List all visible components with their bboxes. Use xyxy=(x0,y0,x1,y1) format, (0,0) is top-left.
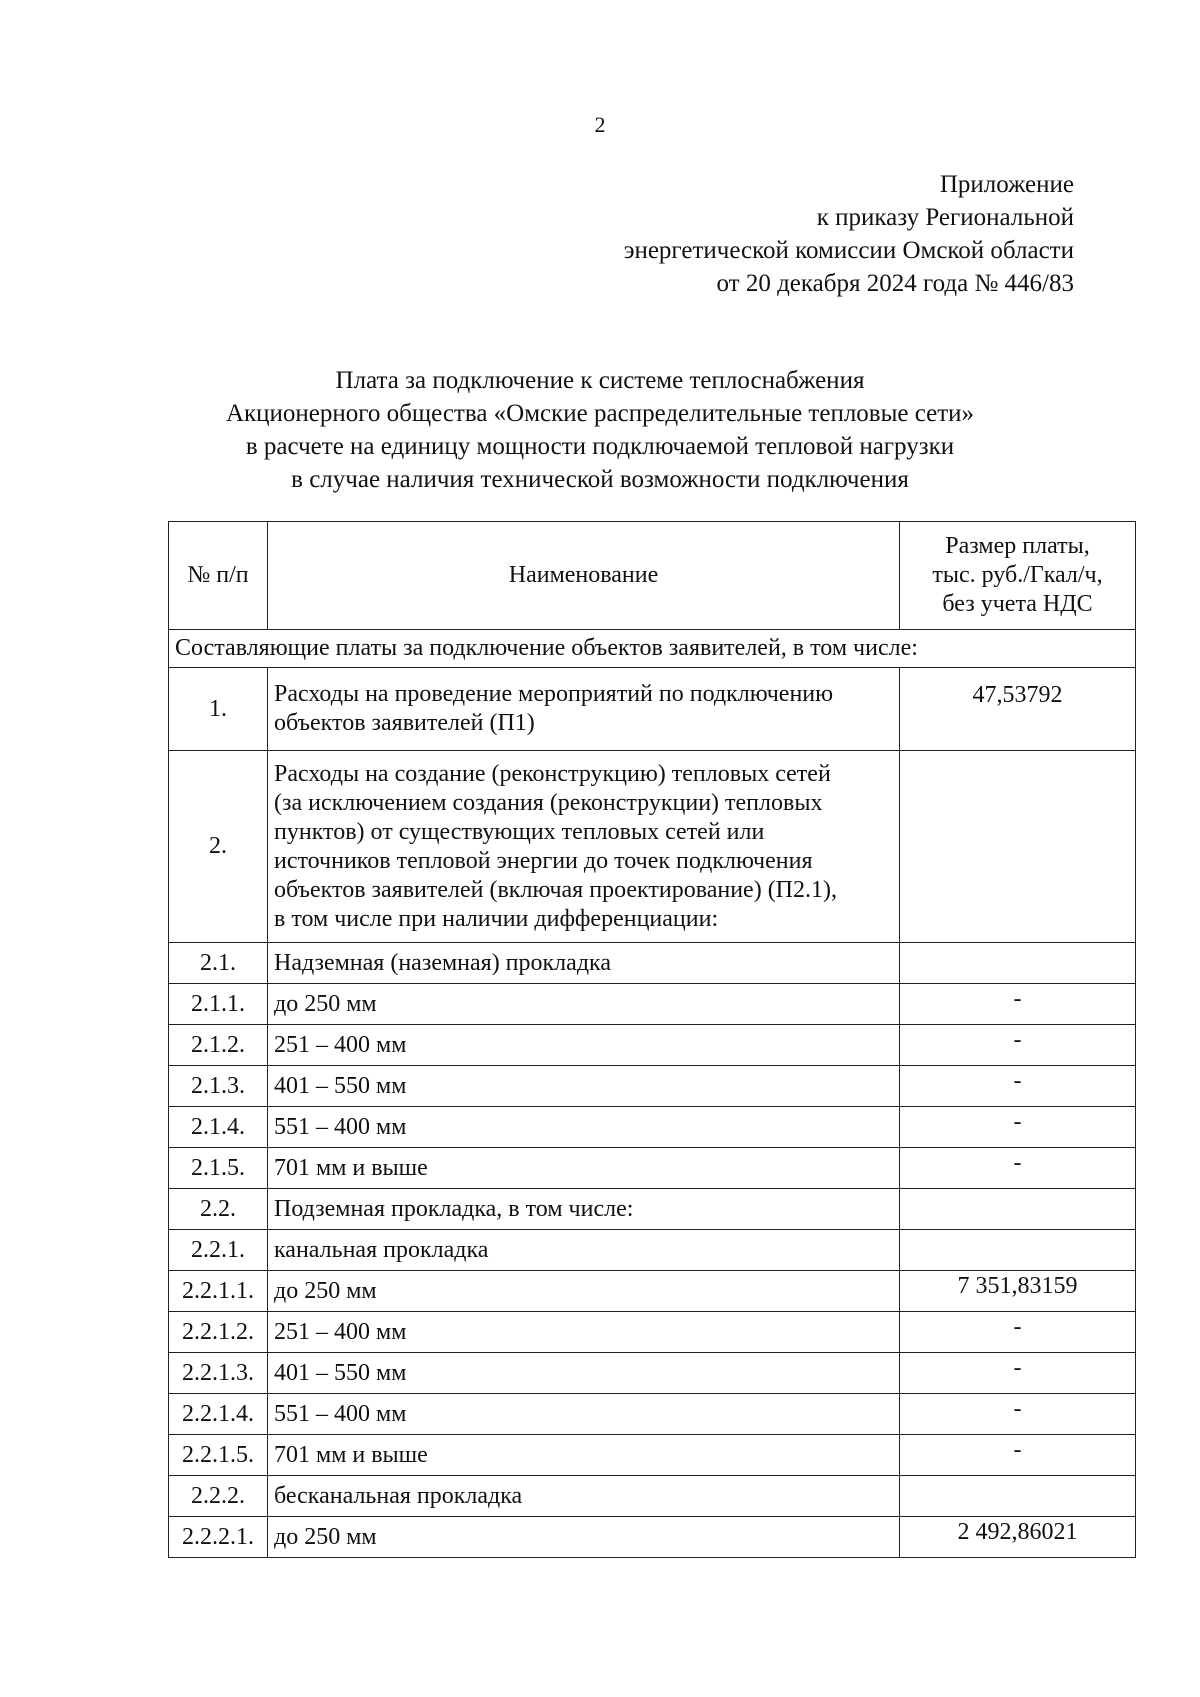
row-num: 2.2.2. xyxy=(169,1476,268,1517)
row-name: 551 – 400 мм xyxy=(268,1394,900,1435)
header-value-line: тыс. руб./Гкал/ч, xyxy=(932,562,1103,588)
row-value: - xyxy=(900,1353,1136,1394)
appendix-block xyxy=(624,168,1074,300)
row-num: 2.2.1.4. xyxy=(169,1394,268,1435)
row-name-line: объектов заявителей (П1) xyxy=(274,710,535,736)
table-row xyxy=(169,1353,1136,1394)
table-header-row xyxy=(169,522,1136,630)
table-row xyxy=(169,943,1136,984)
row-name xyxy=(268,751,900,943)
table-row xyxy=(169,984,1136,1025)
table-row xyxy=(169,1312,1136,1353)
row-name: 551 – 400 мм xyxy=(268,1107,900,1148)
row-num: 2.1. xyxy=(169,943,268,984)
row-name: Подземная прокладка, в том числе: xyxy=(268,1189,900,1230)
row-value: - xyxy=(900,1066,1136,1107)
row-value: - xyxy=(900,1107,1136,1148)
row-num: 2.1.3. xyxy=(169,1066,268,1107)
row-name-line: Расходы на создание (реконструкцию) тепловых сетей xyxy=(274,760,831,787)
row-name: бесканальная прокладка xyxy=(268,1476,900,1517)
table-row xyxy=(169,1476,1136,1517)
row-value: - xyxy=(900,1148,1136,1189)
header-value-line: Размер платы, xyxy=(945,533,1090,559)
title-line: Акционерного общества «Омские распределительные тепловые сети» xyxy=(225,400,975,427)
row-name: Надземная (наземная) прокладка xyxy=(268,943,900,984)
row-num: 1. xyxy=(169,668,268,751)
section-row xyxy=(169,630,1136,668)
row-value xyxy=(900,943,1136,984)
row-name-line: объектов заявителей (включая проектирование) (П2.1), xyxy=(274,876,838,903)
row-num: 2.2.1.1. xyxy=(169,1271,268,1312)
appendix-line: от 20 декабря 2024 года № 446/83 xyxy=(716,270,1074,297)
row-name-line: Расходы на проведение мероприятий по подключению xyxy=(274,681,834,707)
table-row xyxy=(169,1189,1136,1230)
table-row xyxy=(169,1394,1136,1435)
table-row xyxy=(169,1230,1136,1271)
header-name: Наименование xyxy=(268,522,900,630)
row-value xyxy=(900,1230,1136,1271)
row-value xyxy=(900,751,1136,943)
row-value xyxy=(900,1189,1136,1230)
fee-table xyxy=(168,521,1136,1558)
row-name: 401 – 550 мм xyxy=(268,1353,900,1394)
appendix-line: к приказу Региональной xyxy=(816,204,1074,231)
row-value: - xyxy=(900,984,1136,1025)
title-line: Плата за подключение к системе теплоснабжения xyxy=(335,367,865,394)
row-name xyxy=(268,668,900,751)
row-name: 701 мм и выше xyxy=(268,1148,900,1189)
table-row xyxy=(169,1107,1136,1148)
row-name: 401 – 550 мм xyxy=(268,1066,900,1107)
row-value xyxy=(900,1476,1136,1517)
row-num: 2.1.1. xyxy=(169,984,268,1025)
row-value: - xyxy=(900,1435,1136,1476)
header-num: № п/п xyxy=(169,522,268,630)
row-num: 2.1.5. xyxy=(169,1148,268,1189)
table-row xyxy=(169,668,1136,751)
row-name: 701 мм и выше xyxy=(268,1435,900,1476)
row-num: 2.1.4. xyxy=(169,1107,268,1148)
row-name: до 250 мм xyxy=(268,1271,900,1312)
row-num: 2.2.1.5. xyxy=(169,1435,268,1476)
row-name: до 250 мм xyxy=(268,984,900,1025)
table-row xyxy=(169,1517,1136,1558)
section-label: Составляющие платы за подключение объектов заявителей, в том числе: xyxy=(169,630,1136,668)
row-value: - xyxy=(900,1025,1136,1066)
row-num: 2.1.2. xyxy=(169,1025,268,1066)
header-value xyxy=(900,522,1136,630)
row-value: 7 351,83159 xyxy=(900,1271,1136,1312)
row-value: - xyxy=(900,1394,1136,1435)
title-line: в расчете на единицу мощности подключаемой тепловой нагрузки xyxy=(245,433,955,460)
table-row xyxy=(169,1025,1136,1066)
table-row xyxy=(169,1066,1136,1107)
row-value: 47,53792 xyxy=(900,668,1136,751)
row-num: 2.2.1.3. xyxy=(169,1353,268,1394)
table-row xyxy=(169,1148,1136,1189)
page-number: 2 xyxy=(594,112,606,137)
title-line: в случае наличия технической возможности подключения xyxy=(291,466,909,493)
row-name: 251 – 400 мм xyxy=(268,1025,900,1066)
row-name: канальная прокладка xyxy=(268,1230,900,1271)
row-num: 2. xyxy=(169,751,268,943)
row-name-line: источников тепловой энергии до точек подключения xyxy=(274,847,813,874)
row-name-line: пунктов) от существующих тепловых сетей или xyxy=(274,818,765,845)
appendix-line: Приложение xyxy=(939,171,1074,198)
row-name: до 250 мм xyxy=(268,1517,900,1558)
row-name: 251 – 400 мм xyxy=(268,1312,900,1353)
row-name-line: в том числе при наличии дифференциации: xyxy=(274,905,719,932)
row-num: 2.2.1.2. xyxy=(169,1312,268,1353)
appendix-line: энергетической комиссии Омской области xyxy=(623,237,1074,264)
header-value-line: без учета НДС xyxy=(942,591,1093,617)
row-value: - xyxy=(900,1312,1136,1353)
table-row xyxy=(169,1435,1136,1476)
row-num: 2.2.2.1. xyxy=(169,1517,268,1558)
table-row xyxy=(169,1271,1136,1312)
row-value: 2 492,86021 xyxy=(900,1517,1136,1558)
document-title xyxy=(0,364,1200,496)
row-num: 2.2. xyxy=(169,1189,268,1230)
row-name-line: (за исключением создания (реконструкции) тепловых xyxy=(274,789,823,816)
row-num: 2.2.1. xyxy=(169,1230,268,1271)
table-row xyxy=(169,751,1136,943)
